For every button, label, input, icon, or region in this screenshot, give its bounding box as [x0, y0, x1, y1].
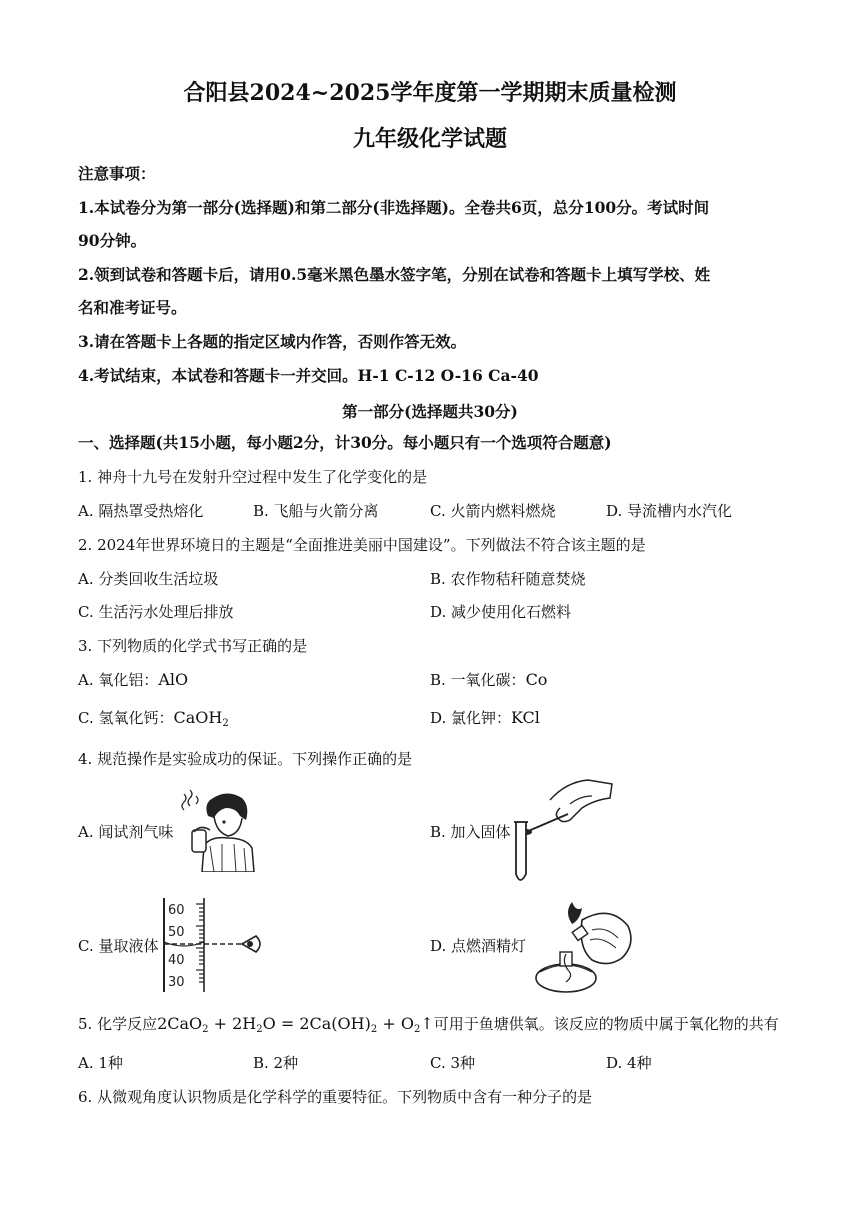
- question-2-option-d: D. 减少使用化石燃料: [430, 603, 572, 621]
- question-3-option-d: [430, 708, 540, 728]
- question-3-option-d-formula: KCl: [511, 708, 540, 727]
- question-2-option-b: B. 农作物秸秆随意焚烧: [430, 570, 586, 588]
- eq-part-6: ↑: [420, 1014, 434, 1033]
- question-3-option-a: [78, 670, 188, 690]
- question-3-option-c-subscript: 2: [222, 718, 229, 729]
- notice-heading: 注意事项：: [78, 164, 156, 183]
- eq-sub-1: 2: [202, 1024, 209, 1035]
- scale-label-50: 50: [168, 925, 185, 940]
- exam-title: 合阳县2024~2025学年度第一学期期末质量检测: [183, 80, 677, 106]
- question-2-stem: 2. 2024年世界环境日的主题是“全面推进美丽中国建设”。下列做法不符合该主题的是: [78, 536, 646, 554]
- question-5-equation: [157, 1014, 434, 1033]
- eq-part-1: 2CaO: [157, 1014, 203, 1033]
- question-3-option-c-label: C. 氢氧化钙：: [78, 709, 174, 727]
- scale-label-60: 60: [168, 903, 185, 918]
- question-3-option-c: [78, 708, 229, 734]
- question-3-option-c-formula: CaOH: [173, 708, 223, 727]
- question-3-option-b-formula: Co: [525, 670, 548, 689]
- question-1-option-d: D. 导流槽内水汽化: [606, 502, 733, 520]
- question-5-option-d: D. 4种: [606, 1054, 652, 1072]
- eq-part-3: O = 2Ca: [262, 1014, 332, 1033]
- measuring-liquid-figure: [160, 898, 270, 994]
- question-3-option-b-label: B. 一氧化碳：: [430, 671, 526, 689]
- question-1-option-b: B. 飞船与火箭分离: [253, 502, 379, 520]
- notice-item-4: 4.考试结束，本试卷和答题卡一并交回。H-1 C-12 O-16 Ca-40: [78, 366, 539, 385]
- notice-item-3: 3.请在答题卡上各题的指定区域内作答，否则作答无效。: [78, 332, 467, 351]
- question-5-option-a: A. 1种: [78, 1054, 123, 1072]
- question-1-option-a: A. 隔热罩受热熔化: [78, 502, 204, 520]
- question-4-option-c: C. 量取液体: [78, 937, 159, 955]
- question-4-option-b: B. 加入固体: [430, 823, 511, 841]
- question-3-option-a-label: A. 氧化铝：: [78, 671, 159, 689]
- scale-label-40: 40: [168, 953, 185, 968]
- section-1-title: 一、选择题(共15小题，每小题2分，计30分。每小题只有一个选项符合题意): [78, 433, 612, 452]
- eq-part-2: + 2H: [208, 1014, 257, 1033]
- question-3-option-b: [430, 670, 547, 690]
- question-3-option-a-formula: AlO: [158, 670, 189, 689]
- lighting-alcohol-lamp-figure: [530, 900, 640, 996]
- notice-item-2-line-1: 2.领到试卷和答题卡后，请用0.5毫米黑色墨水签字笔，分别在试卷和答题卡上填写学校、姓: [78, 265, 711, 284]
- question-1-option-c: C. 火箭内燃料燃烧: [430, 502, 556, 520]
- question-4-option-d: D. 点燃酒精灯: [430, 937, 527, 955]
- notice-item-1-line-2: 90分钟。: [78, 231, 147, 250]
- question-4-stem: 4. 规范操作是实验成功的保证。下列操作正确的是: [78, 750, 413, 768]
- question-3-option-d-label: D. 氯化钾：: [430, 709, 512, 727]
- question-2-option-c: C. 生活污水处理后排放: [78, 603, 234, 621]
- eq-sub-4: 2: [370, 1024, 378, 1035]
- question-2-option-a: A. 分类回收生活垃圾: [78, 570, 219, 588]
- eq-sub-2: 2: [256, 1024, 263, 1035]
- eq-part-5: + O: [377, 1014, 414, 1033]
- question-1-stem: 1. 神舟十九号在发射升空过程中发生了化学变化的是: [78, 468, 428, 486]
- question-5-stem: [78, 1014, 779, 1040]
- eq-part-4: (OH): [331, 1014, 371, 1033]
- question-5-option-b: B. 2种: [253, 1054, 299, 1072]
- adding-solid-figure: [510, 774, 614, 888]
- question-5-rest: 可用于鱼塘供氧。该反应的物质中属于氧化物的共有: [433, 1015, 779, 1033]
- question-4-option-a: A. 闻试剂气味: [78, 823, 174, 841]
- scale-label-30: 30: [168, 975, 185, 990]
- eq-sub-5: 2: [413, 1024, 421, 1035]
- question-6-stem: 6. 从微观角度认识物质是化学科学的重要特征。下列物质中含有一种分子的是: [78, 1088, 593, 1106]
- question-3-stem: 3. 下列物质的化学式书写正确的是: [78, 637, 308, 655]
- notice-item-2-line-2: 名和准考证号。: [78, 298, 187, 317]
- question-5-option-c: C. 3种: [430, 1054, 476, 1072]
- exam-subtitle: 九年级化学试题: [352, 126, 507, 152]
- smelling-reagent-figure: [180, 786, 266, 872]
- part-1-title: 第一部分(选择题共30分): [342, 402, 518, 421]
- notice-item-1-line-1: 1.本试卷分为第一部分(选择题)和第二部分(非选择题)。全卷共6页，总分100分。考试时间: [78, 198, 710, 217]
- question-5-number: 5. 化学反应: [78, 1015, 158, 1033]
